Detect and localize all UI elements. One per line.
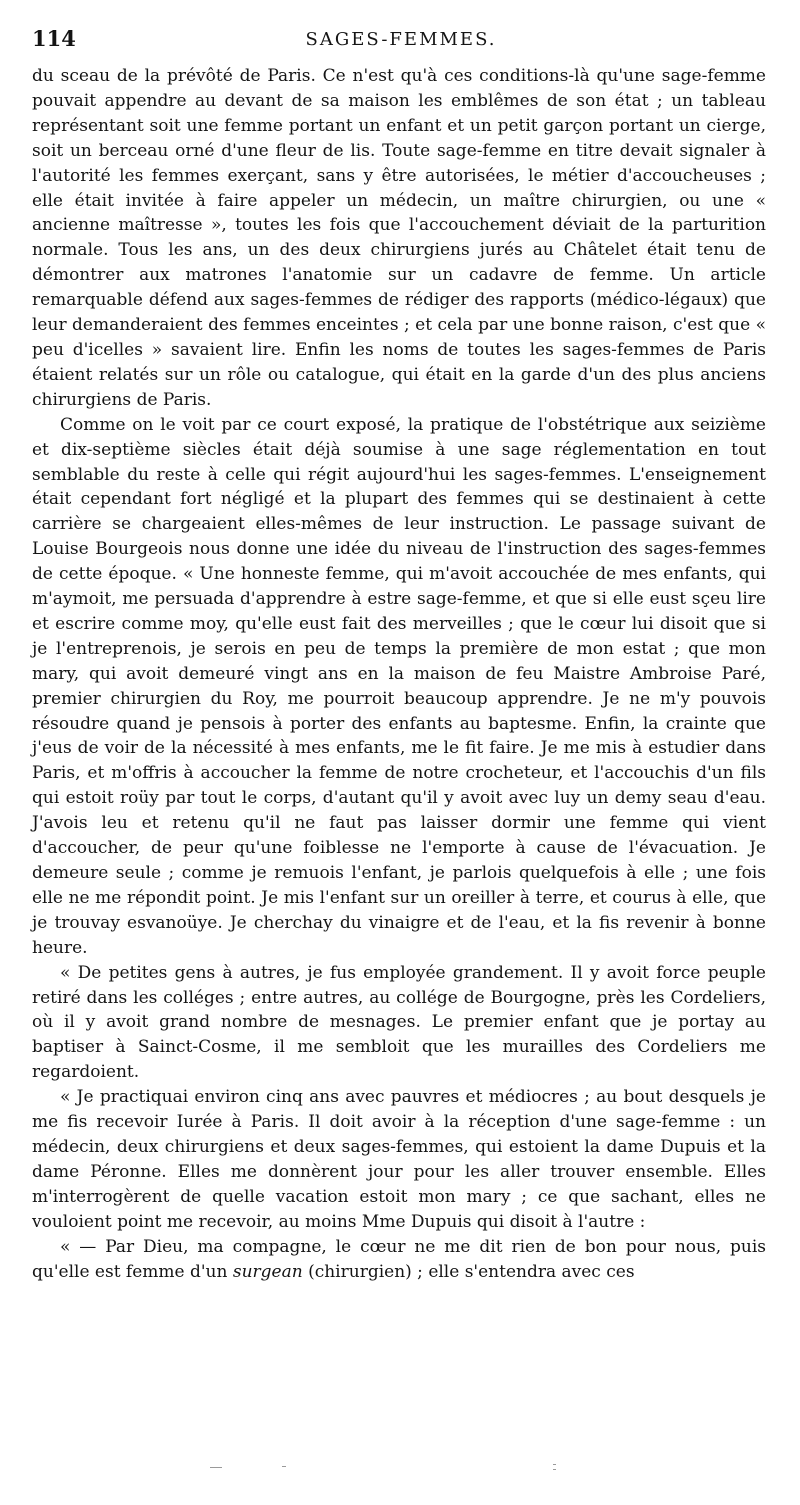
- paragraph: Comme on le voit par ce court exposé, la pratique de l'obstétrique aux seizième et dix-septième siècles était déjà soumise à une sage réglementation en tout semblable du reste à celle qui régit aujourd'hui les sages-femmes. L'enseignement était cependant fort négligé et la plupart des femmes qui se destinaient à cette carrière se chargeaient elles-mêmes de leur instruction. Le passage suivant de Louise Bourgeois nous donne une idée du niveau de l'instruction des sages-femmes de cette époque. « Une honneste femme, qui m'avoit accouchée de mes enfants, qui m'aymoit, me persuada d'apprendre à estre sage-femme, et que si elle eust sçeu lire et escrire comme moy, qu'elle eust fait des merveilles ; que le cœur lui disoit que si je l'entreprenois, je serois en peu de temps la première de mon estat ; que mon mary, qui avoit demeuré vingt ans en la maison de feu Maistre Ambroise Paré, premier chirurgien du Roy, me pourroit beaucoup apprendre. Je ne m'y pouvois résoudre quand je pensois à porter des enfants au baptesme. Enfin, la crainte que j'eus de voir de la nécessité à mes enfants, me le fit faire. Je me mis à estudier dans Paris, et m'offris à accoucher la femme de notre crocheteur, et l'accouchis d'un fils qui estoit roüy par tout le corps, d'autant qu'il y avoit avec luy un demy seau d'eau. J'avois leu et retenu qu'il ne faut pas laisser dormir une femme qui vient d'accoucher, de peur qu'une foiblesse ne l'emporte à cause de l'évacuation. Je demeure seule ; comme je remuois l'enfant, je parlois quelquefois à elle ; une fois elle ne me répondit point. Je mis l'enfant sur un oreiller à terre, et courus à elle, que je trouvay esvanoüye. Je cherchay du vinaigre et de l'eau, et la fis revenir à bonne heure.: [32, 414, 766, 958]
- running-head: SAGES-FEMMES.: [305, 29, 497, 50]
- print-speck: [282, 1466, 286, 1467]
- body-text: [32, 64, 766, 1284]
- paragraph: [32, 1235, 766, 1285]
- page-header: [32, 26, 770, 56]
- paragraph: du sceau de la prévôté de Paris. Ce n'est qu'à ces conditions-là qu'une sage-femme pouvait appendre au devant de sa maison les emblêmes de son état ; un tableau représentant soit une femme portant un enfant et un petit garçon portant un cierge, soit un berceau orné d'une fleur de lis. Toute sage-femme en titre devait signaler à l'autorité les femmes exerçant, sans y être autorisées, le métier d'accoucheuses ; elle était invitée à faire appeler un médecin, un maître chirurgien, ou une « ancienne maîtresse », toutes les fois que l'accouchement déviait de la parturition normale. Tous les ans, un des deux chirurgiens jurés au Châtelet était tenu de démontrer aux matrones l'anatomie sur un cadavre de femme. Un article remarquable défend aux sages-femmes de rédiger des rapports (médico-légaux) que leur demanderaient des femmes enceintes ; et cela par une bonne raison, c'est que « peu d'icelles » savaient lire. Enfin les noms de toutes les sages-femmes de Paris étaient relatés sur un rôle ou catalogue, qui était en la garde d'un des plus anciens chirurgiens de Paris.: [32, 66, 766, 410]
- paragraph: « Je practiquai environ cinq ans avec pauvres et médiocres ; au bout desquels je me fis recevoir Iurée à Paris. Il doit avoir à la réception d'une sage-femme : un médecin, deux chirurgiens et deux sages-femmes, qui estoient la dame Dupuis et la dame Péronne. Elles me donnèrent jour pour les aller trouver ensemble. Elles m'interrogèrent de quelle vacation estoit mon mary ; ce que sachant, elles ne vouloient point me recevoir, au moins Mme Dupuis qui disoit à l'autre :: [32, 1087, 766, 1232]
- paragraph-text: (chirurgien) ; elle s'entendra avec ces: [302, 1261, 635, 1282]
- paragraph: « De petites gens à autres, je fus employée grandement. Il y avoit force peuple retiré dans les colléges ; entre autres, au collége de Bourgogne, près les Cordeliers, où il y avoit grand nombre de mesnages. Le premier enfant que je portay au baptiser à Sainct-Cosme, il me sembloit que les murailles des Cordeliers me regardoient.: [32, 962, 766, 1083]
- page-number: 114: [32, 26, 76, 51]
- print-speck: [210, 1467, 222, 1468]
- print-speck: [553, 1464, 556, 1465]
- italic-term: surgean: [232, 1261, 303, 1282]
- paragraph-text: « — Par Dieu, ma compagne, le cœur ne me dit rien de bon pour nous, puis qu'elle est femme d'un: [32, 1236, 766, 1282]
- print-marks: [200, 1462, 580, 1472]
- print-speck: [553, 1469, 556, 1470]
